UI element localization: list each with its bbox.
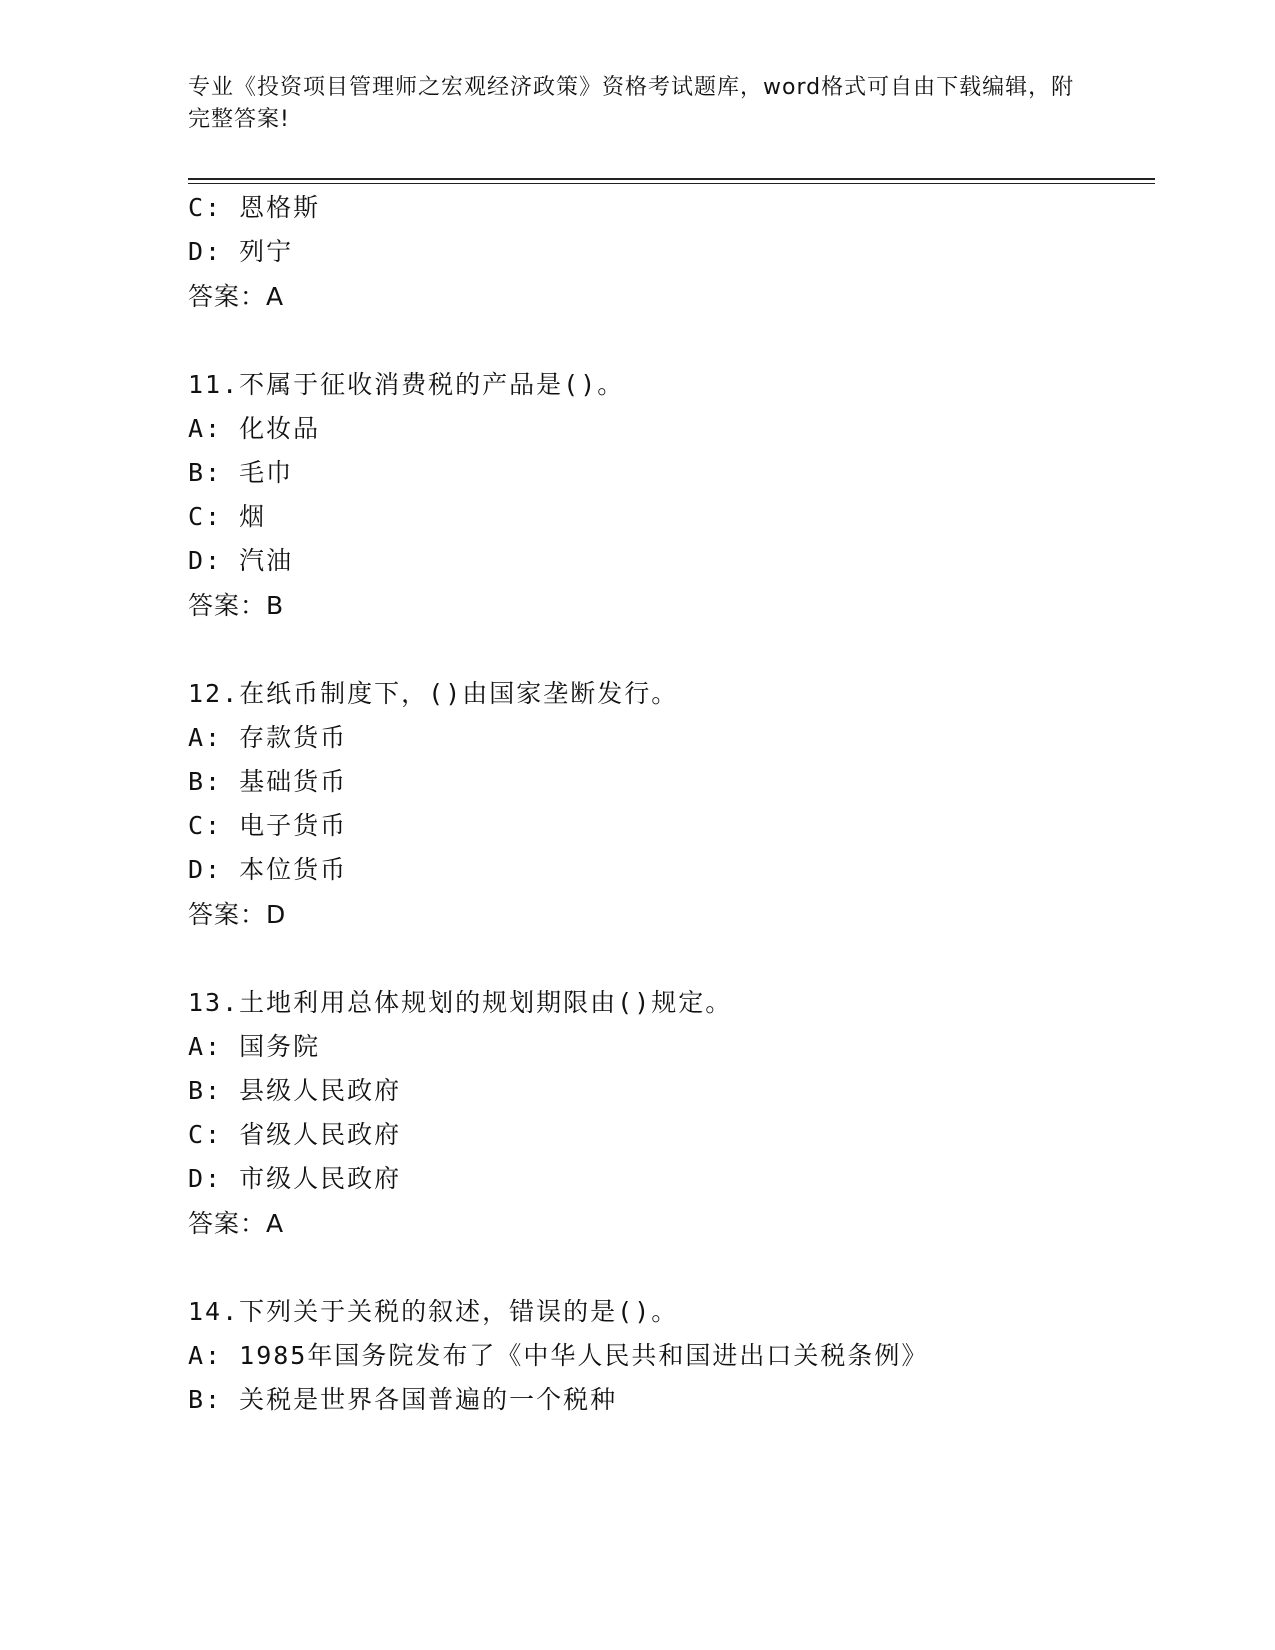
q12-text: 12.在纸币制度下，()由国家垄断发行。	[188, 679, 679, 708]
q14-text: 14.下列关于关税的叙述，错误的是()。	[188, 1297, 679, 1326]
q11-option-b: B: 毛巾	[188, 458, 294, 487]
q11-option-a: A: 化妆品	[188, 414, 321, 443]
q13-option-d: D: 市级人民政府	[188, 1164, 402, 1193]
document-header: 专业《投资项目管理师之宏观经济政策》资格考试题库，word格式可自由下载编辑，附完整答案!	[188, 75, 1075, 132]
q12-answer: 答案：D	[188, 900, 287, 929]
q12-option-a: A: 存款货币	[188, 723, 348, 752]
q13-option-c: C: 省级人民政府	[188, 1120, 402, 1149]
q11-option-d: D: 汽油	[188, 546, 294, 575]
q11-answer: 答案：B	[188, 591, 285, 620]
q11-text: 11.不属于征收消费税的产品是()。	[188, 370, 625, 399]
q13-answer: 答案：A	[188, 1209, 285, 1238]
prev-option-d: D: 列宁	[188, 237, 294, 266]
q13-option-b: B: 县级人民政府	[188, 1076, 402, 1105]
q13-option-a: A: 国务院	[188, 1032, 321, 1061]
q12-option-b: B: 基础货币	[188, 767, 348, 796]
q12-option-d: D: 本位货币	[188, 855, 348, 884]
header-divider-thick	[188, 178, 1155, 180]
header-divider-thin	[188, 183, 1155, 184]
q13-text: 13.土地利用总体规划的规划期限由()规定。	[188, 988, 733, 1017]
q11-option-c: C: 烟	[188, 502, 267, 531]
q14-option-b: B: 关税是世界各国普遍的一个税种	[188, 1385, 618, 1414]
prev-answer: 答案：A	[188, 282, 285, 311]
prev-option-c: C: 恩格斯	[188, 193, 321, 222]
q12-option-c: C: 电子货币	[188, 811, 348, 840]
q14-option-a: A: 1985年国务院发布了《中华人民共和国进出口关税条例》	[188, 1341, 929, 1370]
